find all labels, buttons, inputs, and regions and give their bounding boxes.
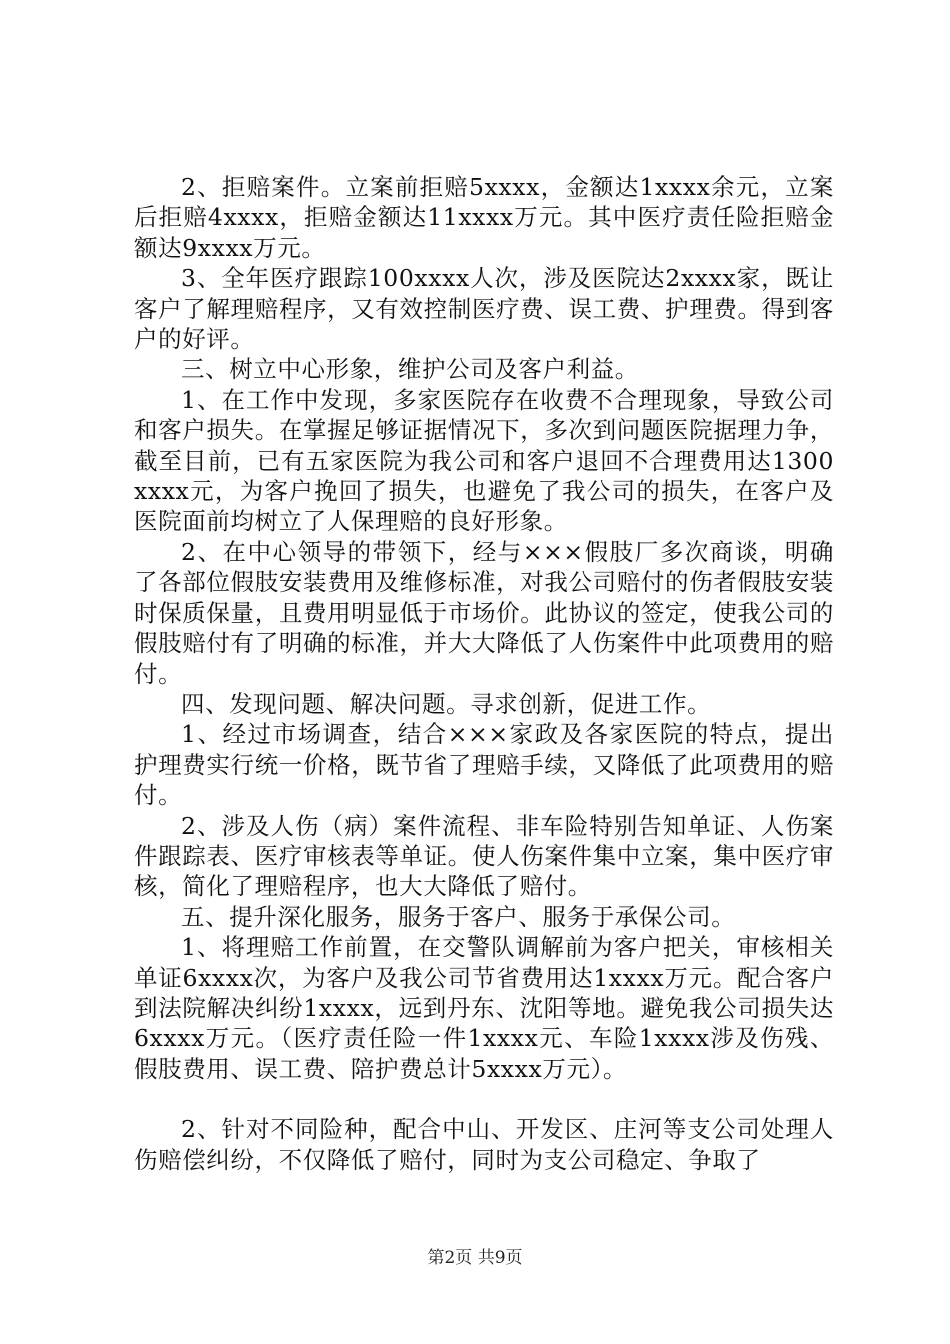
- paragraph: 1、经过市场调查，结合×××家政及各家医院的特点，提出护理费实行统一价格，既节省了理赔手续，又降低了此项费用的赔付。: [134, 720, 834, 810]
- section-heading: 五、提升深化服务，服务于客户、服务于承保公司。: [181, 902, 736, 931]
- paragraph: 2、在中心领导的带领下，经与×××假肢厂多次商谈，明确了各部位假肢安装费用及维修标准，对我公司赔付的伤者假肢安装时保质保量，且费用明显低于市场价。此协议的签定，使我公司的假肢赔付有了明确的标准，并大大降低了人伤案件中此项费用的赔付。: [134, 537, 834, 688]
- section-heading: 四、发现问题、解决问题。寻求创新，促进工作。: [181, 689, 712, 718]
- paragraph: 1、在工作中发现，多家医院存在收费不合理现象，导致公司和客户损失。在掌握足够证据情况下，多次到问题医院据理力争，截至目前，已有五家医院为我公司和客户退回不合理费用达1300xxxx元，为客户挽回了损失，也避免了我公司的损失，在客户及医院面前均树立了人保理赔的良好形象。: [134, 385, 834, 536]
- paragraph: 3、全年医疗跟踪100xxxx人次，涉及医院达2xxxx家，既让客户了解理赔程序，又有效控制医疗费、误工费、护理费。得到客户的好评。: [134, 264, 834, 354]
- page-number-footer: 第2页 共9页: [427, 1248, 523, 1268]
- paragraph: 2、针对不同险种，配合中山、开发区、庄河等支公司处理人伤赔偿纠纷，不仅降低了赔付，同时为支公司稳定、争取了: [134, 1115, 834, 1174]
- document-body: [134, 172, 834, 1175]
- paragraph: 1、将理赔工作前置，在交警队调解前为客户把关，审核相关单证6xxxx次，为客户及我公司节省费用达1xxxx万元。配合客户到法院解决纠纷1xxxx，远到丹东、沈阳等地。避免我公司损失达6xxxx万元。（医疗责任险一件1xxxx元、车险1xxxx涉及伤残、假肢费用、误工费、陪护费总计5xxxx万元）。: [134, 933, 834, 1083]
- paragraph: 2、拒赔案件。立案前拒赔5xxxx，金额达1xxxx余元，立案后拒赔4xxxx，拒赔金额达11xxxx万元。其中医疗责任险拒赔金额达9xxxx万元。: [134, 173, 834, 262]
- section-heading: 三、树立中心形象，维护公司及客户利益。: [181, 355, 639, 384]
- paragraph: 2、涉及人伤（病）案件流程、非车险特别告知单证、人伤案件跟踪表、医疗审核表等单证。使人伤案件集中立案，集中医疗审核，简化了理赔程序，也大大降低了赔付。: [134, 811, 834, 901]
